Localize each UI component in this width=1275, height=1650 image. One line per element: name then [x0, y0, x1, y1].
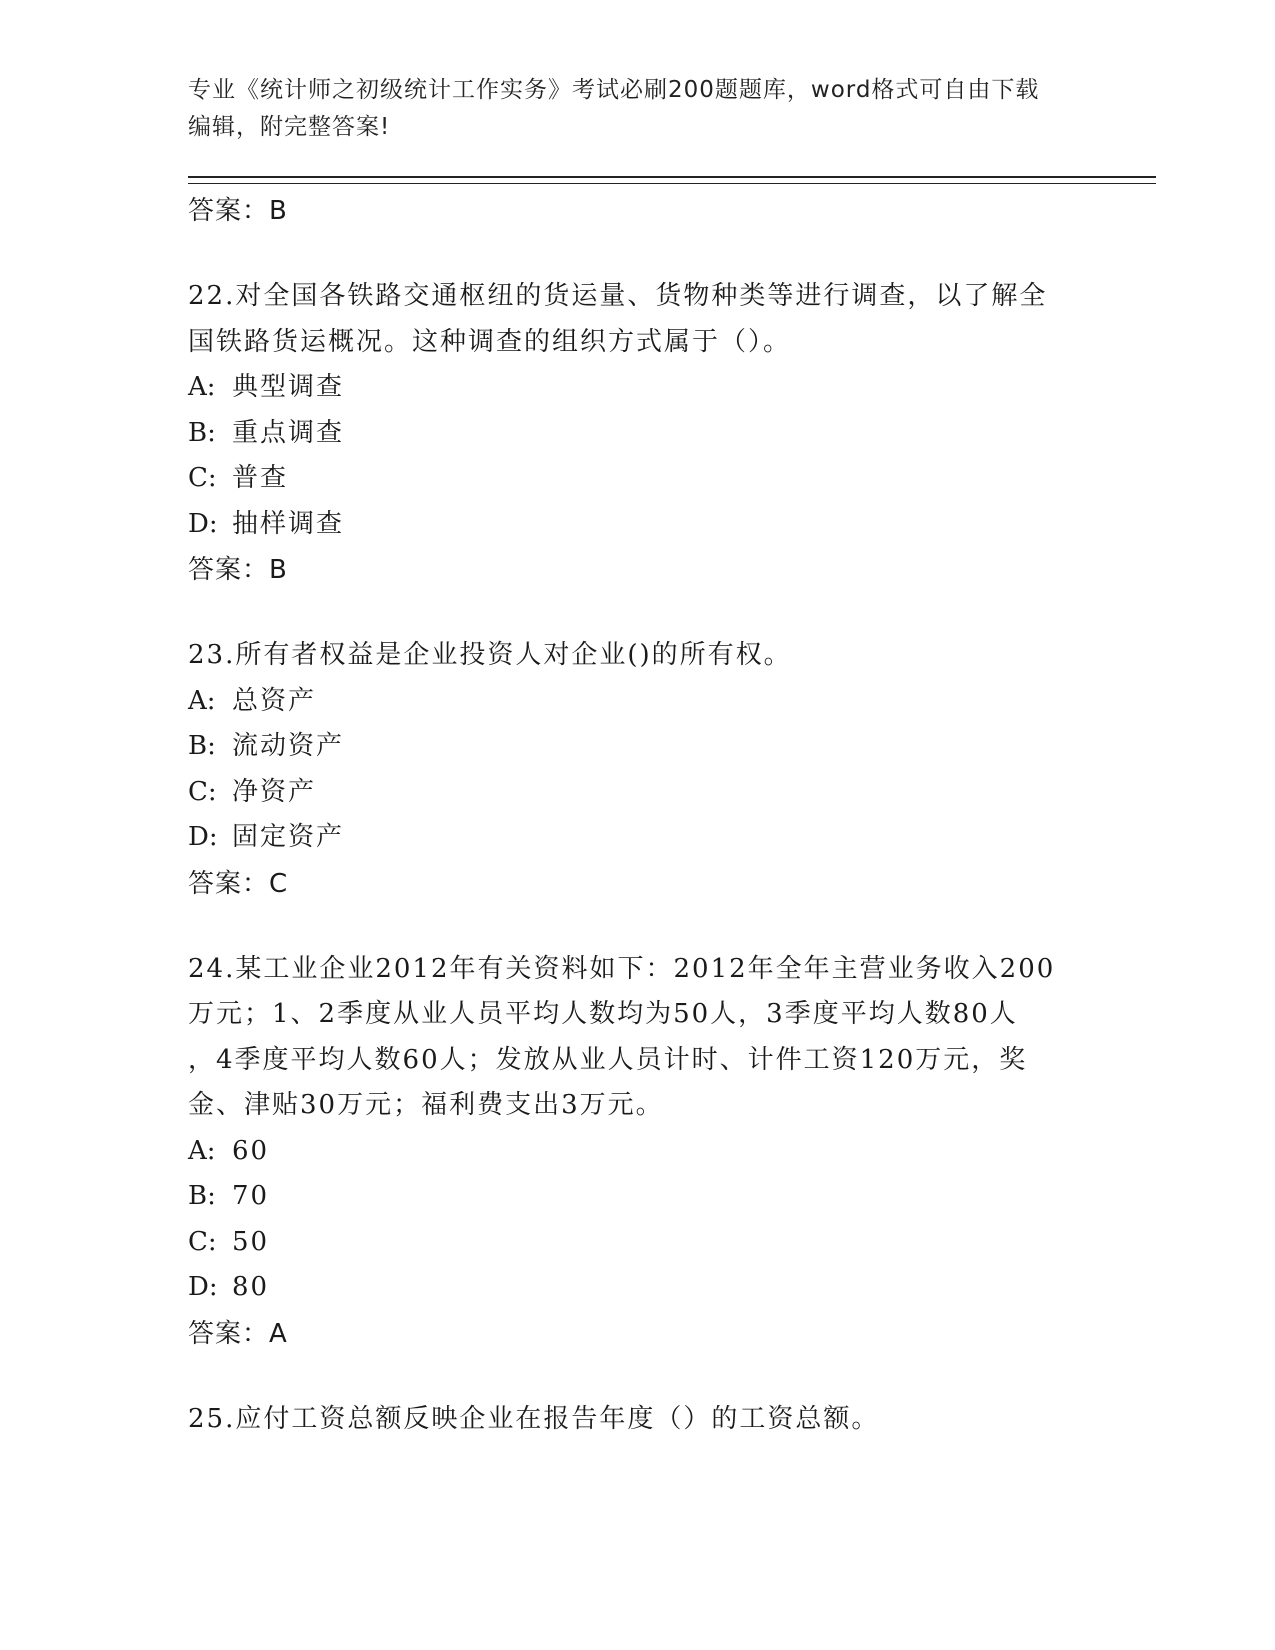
option-c — [188, 1220, 1088, 1266]
option-letter: D: — [188, 822, 218, 852]
question-text: 国铁路货运概况。这种调查的组织方式属于（）。 — [188, 326, 792, 357]
option-letter: B: — [188, 1181, 216, 1211]
question-text: 24.某工业企业2012年有关资料如下：2012年全年主营业务收入200 — [188, 953, 1056, 984]
option-text: 50 — [232, 1226, 270, 1257]
option-text: 流动资产 — [232, 731, 345, 761]
option-b — [188, 724, 1088, 770]
option-a — [188, 365, 1088, 411]
option-text: 60 — [232, 1135, 270, 1166]
answer-line: 答案：A — [188, 1318, 288, 1349]
option-letter: B: — [188, 731, 216, 761]
option-d — [188, 1265, 1088, 1311]
option-letter: D: — [188, 508, 218, 539]
option-d — [188, 815, 1088, 861]
option-text: 重点调查 — [232, 417, 345, 448]
header-line-1: 专业《统计师之初级统计工作实务》考试必刷200题题库，word格式可自由下载 — [188, 77, 1040, 103]
option-c — [188, 456, 1088, 502]
option-text: 普查 — [232, 463, 289, 493]
question-item — [188, 633, 1088, 907]
question-list — [188, 188, 1088, 1442]
option-text: 净资产 — [232, 776, 317, 807]
option-text: 总资产 — [232, 685, 317, 716]
option-text: 抽样调查 — [232, 508, 345, 539]
option-letter: A: — [188, 685, 216, 716]
option-d — [188, 502, 1088, 548]
option-letter: A: — [188, 1135, 216, 1166]
option-text: 70 — [232, 1181, 270, 1211]
page-header — [188, 72, 1068, 146]
header-line-2: 编辑，附完整答案! — [188, 114, 391, 140]
question-item — [188, 274, 1088, 593]
question-text: 25.应付工资总额反映企业在报告年度（）的工资总额。 — [188, 1403, 880, 1434]
option-text: 80 — [232, 1272, 270, 1302]
option-letter: C: — [188, 1226, 217, 1257]
option-letter: C: — [188, 463, 217, 493]
answer-line: 答案：C — [188, 868, 289, 899]
option-b — [188, 411, 1088, 457]
question-item — [188, 1397, 1088, 1443]
option-text: 固定资产 — [232, 822, 345, 852]
answer-line: 答案：B — [188, 555, 288, 585]
option-b — [188, 1174, 1088, 1220]
header-divider — [188, 176, 1156, 184]
option-letter: C: — [188, 776, 217, 807]
question-text: ，4季度平均人数60人；发放从业人员计时、计件工资120万元，奖 — [188, 1044, 1028, 1075]
answer-line: 答案：B — [188, 196, 288, 226]
question-text: 万元；1、2季度从业人员平均人数均为50人，3季度平均人数80人 — [188, 999, 1018, 1029]
question-item — [188, 947, 1088, 1357]
option-a — [188, 679, 1088, 725]
option-text: 典型调查 — [232, 372, 345, 402]
option-c — [188, 770, 1088, 816]
option-a — [188, 1129, 1088, 1175]
question-text: 22.对全国各铁路交通枢纽的货运量、货物种类等进行调查，以了解全 — [188, 281, 1048, 311]
option-letter: A: — [188, 372, 216, 402]
option-letter: D: — [188, 1272, 218, 1302]
question-text: 23.所有者权益是企业投资人对企业()的所有权。 — [188, 640, 792, 670]
option-letter: B: — [188, 417, 216, 448]
question-text: 金、津贴30万元；福利费支出3万元。 — [188, 1090, 664, 1120]
